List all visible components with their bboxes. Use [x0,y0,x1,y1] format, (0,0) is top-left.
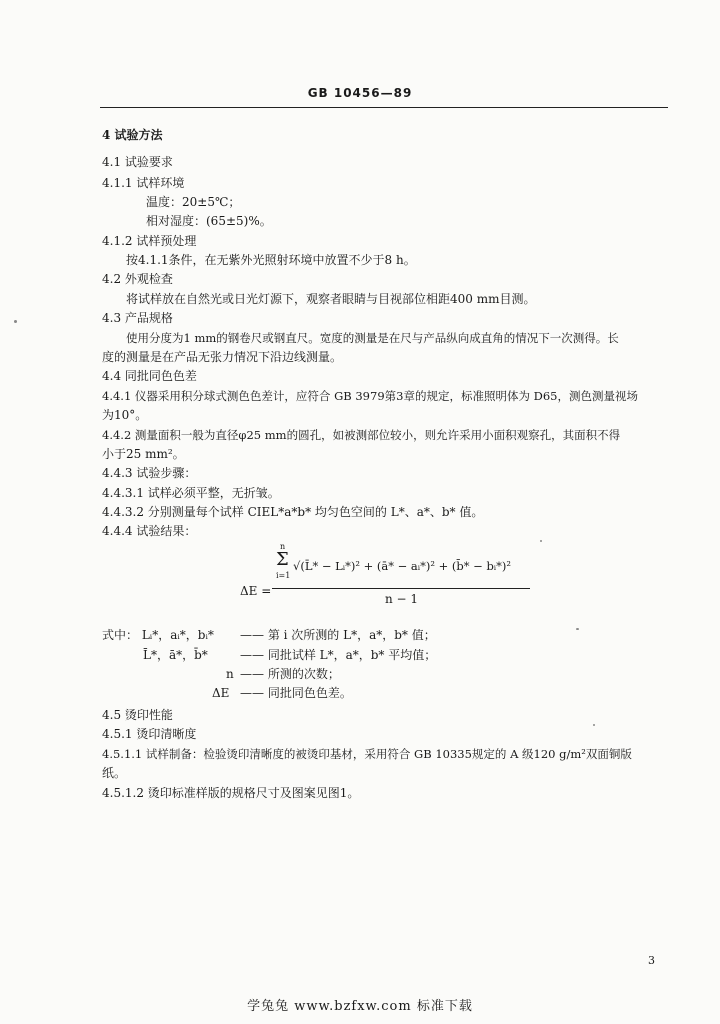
standard-sample-text: 4.5.1.2 烫印标准样版的规格尺寸及图案见图1。 [102,786,360,800]
page-number: 3 [648,954,655,967]
formula-numerator: √(L̄* − Lᵢ*)² + (ā* − aᵢ*)² + (b̄* − bᵢ*)² [293,559,511,573]
watermark-footer: 学兔兔 www.bzfxw.com 标准下载 [247,999,473,1014]
sample-prep-text-line2: 纸。 [102,766,127,780]
appearance-text: 将试样放在自然光或日光灯源下，观察者眼睛与目视部位相距400 mm目测。 [126,292,536,306]
section-4-5-heading: 4.5 烫印性能 [102,708,173,722]
where-sym-2: L̄*，ā*，b̄* [143,648,208,662]
standard-header: GB 10456—89 [307,86,413,100]
specification-text-line1: 使用分度为1 mm的钢卷尺或钢直尺。宽度的测量是在尺与产品纵向成直角的情况下一次测得。长 [126,331,619,345]
section-4-2-heading: 4.2 外观检查 [102,272,173,286]
where-desc-2: —— 同批试样 L*，a*，b* 平均值； [240,648,437,662]
measure-area-text-line1: 4.4.2 测量面积一般为直径φ25 mm的圆孔，如被测部位较小，则允许采用小面积观察孔，其面积不得 [102,428,621,442]
specification-text-line2: 度的测量是在产品无张力情况下沿边线测量。 [102,350,343,364]
scan-speck [540,540,542,542]
sum-sign: Σ [276,549,289,570]
formula-denominator: n − 1 [385,592,419,606]
section-4-4-4-heading: 4.4.4 试验结果： [102,524,197,538]
section-4-5-1-heading: 4.5.1 烫印清晰度 [102,727,197,741]
sum-upper-limit: n [280,542,286,551]
instrument-text-line1: 4.4.1 仪器采用积分球式测色色差计，应符合 GB 3979第3章的规定，标准照明体为 D65，测色测量视场 [102,389,638,403]
measure-area-text-line2: 小于25 mm²。 [102,447,185,461]
scan-speck [576,628,579,630]
humidity-text: 相对湿度：(65±5)%。 [146,214,272,228]
header-rule [100,107,668,108]
procedure-step-1: 4.4.3.1 试样必须平整，无折皱。 [102,486,280,500]
section-4-1-2-heading: 4.1.2 试样预处理 [102,234,197,248]
sum-lower-limit: i=1 [276,571,291,580]
scan-speck [593,724,595,726]
section-4-4-3-heading: 4.4.3 试验步骤： [102,466,197,480]
section-4-3-heading: 4.3 产品规格 [102,311,173,325]
pretreatment-text: 按4.1.1条件，在无紫外光照射环境中放置不少于8 h。 [126,253,416,267]
section-4-1-1-heading: 4.1.1 试样环境 [102,176,185,190]
where-sym-3: n [226,667,234,681]
section-4-4-heading: 4.4 同批同色色差 [102,369,197,383]
where-desc-3: —— 所测的次数； [240,667,340,681]
procedure-step-2: 4.4.3.2 分别测量每个试样 CIEL*a*b* 均匀色空间的 L*、a*、b* 值。 [102,505,484,519]
instrument-text-line2: 为10°。 [102,408,148,422]
section-4-1-heading: 4.1 试验要求 [102,155,173,169]
sample-prep-text-line1: 4.5.1.1 试样制备：检验烫印清晰度的被烫印基材，采用符合 GB 10335规定的 A 级120 g/m²双面铜版 [102,747,632,761]
scan-speck [14,320,17,323]
where-desc-4: —— 同批同色色差。 [240,686,352,700]
temperature-text: 温度：20±5℃； [146,195,241,209]
formula-lhs: ΔE = [240,584,272,598]
where-desc-1: —— 第 i 次所测的 L*，a*，b* 值； [240,628,436,642]
section-4-heading: 4 试验方法 [102,128,163,142]
fraction-bar [272,588,530,589]
where-sym-1: 式中： Lᵢ*，aᵢ*，bᵢ* [102,628,214,642]
where-sym-4: ΔE [212,686,230,700]
